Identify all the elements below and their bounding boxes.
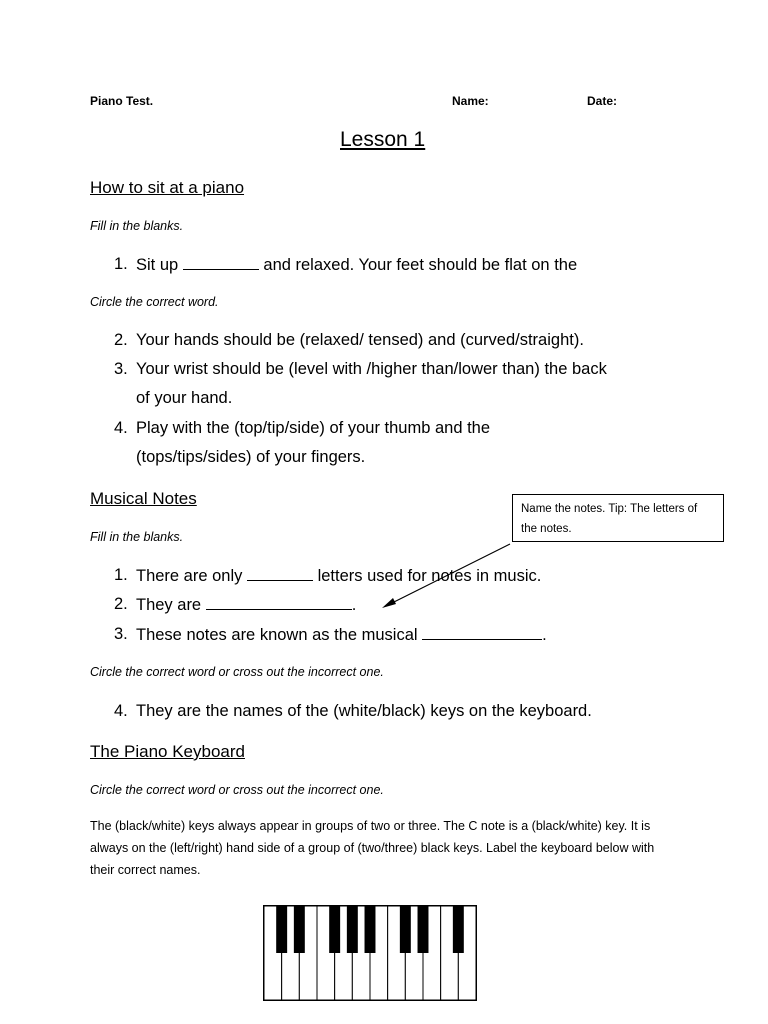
question-text-post: .	[542, 626, 547, 644]
black-key[interactable]	[418, 906, 429, 953]
black-key[interactable]	[347, 906, 358, 953]
section-heading-keyboard: The Piano Keyboard	[90, 742, 245, 761]
black-key[interactable]	[294, 906, 305, 953]
instruction-circle-2: Circle the correct word or cross out the incorrect one.	[90, 665, 384, 679]
piano-keyboard	[263, 905, 477, 1001]
answer-blank[interactable]	[247, 566, 313, 581]
question-1-3-cont: of your hand.	[136, 389, 233, 407]
question-text-post: and relaxed. Your feet should be flat on the	[263, 256, 578, 274]
black-key[interactable]	[329, 906, 340, 953]
black-key[interactable]	[365, 906, 376, 953]
question-number: 2.	[114, 595, 128, 613]
question-text: They are the names of the (white/black) keys on the keyboard.	[136, 702, 592, 720]
date-label: Date:	[587, 94, 618, 108]
question-number: 2.	[114, 331, 128, 349]
instruction-circle-3: Circle the correct word or cross out the incorrect one.	[90, 783, 384, 797]
question-text: Your hands should be (relaxed/ tensed) and (curved/straight).	[136, 331, 584, 349]
question-text: Your wrist should be (level with /higher than/lower than) the back	[136, 360, 607, 378]
question-number: 1.	[114, 566, 128, 584]
instruction-fill-1: Fill in the blanks.	[90, 219, 184, 233]
instruction-fill-2: Fill in the blanks.	[90, 530, 184, 544]
question-text-pre: Sit up	[136, 256, 179, 274]
question-number: 3.	[114, 625, 128, 643]
question-1-4-cont: (tops/tips/sides) of your fingers.	[136, 448, 366, 466]
answer-blank[interactable]	[422, 625, 542, 640]
question-number: 4.	[114, 702, 128, 720]
notes-callout-box: Name the notes. Tip: The letters of the notes.	[512, 494, 724, 542]
question-number: 4.	[114, 419, 128, 437]
keyboard-paragraph: The (black/white) keys always appear in groups of two or three. The C note is a (black/white) key. It is always on the (left/right) hand side of a group of (two/three) black keys. Label the keyboard below with their correct names.	[90, 819, 655, 877]
instruction-circle-1: Circle the correct word.	[90, 295, 219, 309]
black-key[interactable]	[276, 906, 287, 953]
question-number: 3.	[114, 360, 128, 378]
page-title: Lesson 1	[340, 128, 426, 151]
question-text-post: letters used for notes in music.	[317, 567, 542, 585]
section-heading-sitting: How to sit at a piano	[90, 178, 245, 197]
question-text-pre: They are	[136, 596, 202, 614]
test-label: Piano Test.	[90, 94, 154, 108]
question-text-pre: There are only	[136, 567, 243, 585]
black-key[interactable]	[453, 906, 464, 953]
section-heading-notes: Musical Notes	[90, 489, 197, 508]
question-text: Play with the (top/tip/side) of your thumb and the	[136, 419, 491, 437]
answer-blank[interactable]	[206, 595, 352, 610]
question-text-pre: These notes are known as the musical	[136, 626, 418, 644]
black-key[interactable]	[400, 906, 411, 953]
name-label: Name:	[452, 94, 489, 108]
question-number: 1.	[114, 255, 128, 273]
question-text-post: .	[351, 596, 357, 614]
